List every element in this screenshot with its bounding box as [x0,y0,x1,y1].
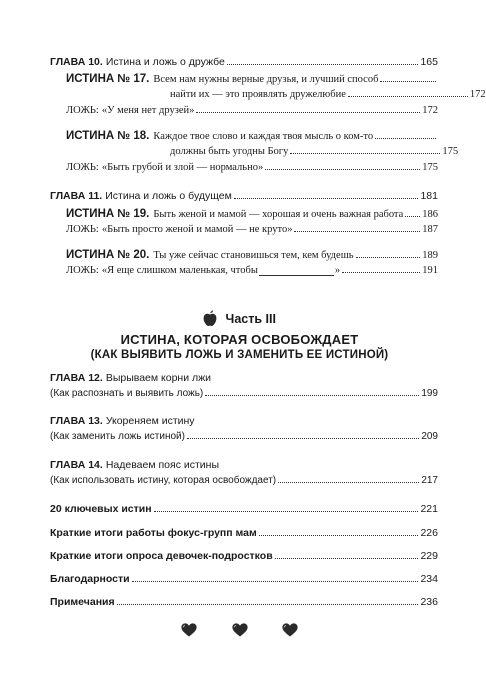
toc-chapter-10[interactable] [50,56,438,68]
toc-truth-17-line2[interactable] [170,89,486,100]
leader-dots [275,557,419,559]
chapter-label: ГЛАВА 13. [50,415,103,427]
chapter-label: ГЛАВА 10. [50,56,103,68]
leader-dots [259,534,419,536]
toc-truth-17-line1[interactable] [66,73,438,85]
entry-title: Краткие итоги опроса девочек-подростков [50,550,273,562]
lie-text: «Быть грубой и злой — нормально» [101,162,264,173]
truth-label: ИСТИНА № 18. [66,130,150,142]
entry-title: Примечания [50,596,115,608]
leader-dots [380,80,436,82]
leader-dots [154,510,419,512]
toc-lie-19[interactable] [66,224,438,235]
apple-icon [203,310,217,332]
truth-text: должны быть угодны Богу [170,146,289,157]
leader-dots [348,95,468,97]
leader-dots [290,152,440,154]
chapter-label: ГЛАВА 14. [50,459,103,471]
page-number: 172 [469,89,486,100]
truth-text: Каждое твое слово и каждая твоя мысль о ком-то [153,131,374,142]
truth-label: ИСТИНА № 17. [66,73,150,85]
leader-dots [265,168,420,170]
toc-lie-20[interactable] [66,265,438,276]
chapter-title: Истина и ложь о дружбе [105,56,225,68]
page-number: 181 [420,190,438,202]
leader-dots [356,256,421,258]
toc-lie-17[interactable] [66,105,438,116]
entry-title: 20 ключевых истин [50,503,152,515]
heart-icon [282,623,298,642]
page-number: 217 [421,475,438,486]
leader-dots [187,437,419,439]
toc-acknowledgements[interactable] [50,573,438,585]
heart-icon [181,623,197,642]
chapter-title: Истина и ложь о будущем [105,190,232,202]
leader-dots [405,215,420,217]
toc-focus-groups[interactable] [50,527,438,539]
toc-chapter-12-sub[interactable] [50,388,438,399]
page-number: 209 [421,431,438,442]
entry-title: Благодарности [50,573,130,585]
lie-text: «У меня нет друзей» [101,105,195,116]
chapter-subtitle: (Как заменить ложь истиной) [50,431,185,442]
toc-chapter-14-sub[interactable] [50,475,438,486]
chapter-title: Надеваем пояс истины [105,459,219,471]
toc-truth-20[interactable] [66,249,438,261]
entry-title: Краткие итоги работы фокус-групп мам [50,527,257,539]
page-number: 236 [420,596,438,608]
page-number: 187 [422,224,438,235]
fill-in-blank [259,266,334,276]
page-number: 221 [420,503,438,515]
page-number: 165 [420,56,438,68]
lie-text: «Я еще слишком маленькая, чтобы [101,265,258,276]
page-number: 199 [421,388,438,399]
leader-dots [234,197,419,199]
toc-key-truths[interactable] [50,503,438,515]
leader-dots [196,111,420,113]
toc-chapter-11[interactable] [50,190,438,202]
page-number: 226 [420,527,438,539]
page-number: 175 [442,146,459,157]
ornament [0,623,479,642]
part-title: ИСТИНА, КОТОРАЯ ОСВОБОЖДАЕТ [120,332,359,347]
lie-label: ЛОЖЬ: [66,162,99,173]
chapter-title: Укореняем истину [105,415,195,427]
chapter-title: Вырываем корни лжи [105,372,212,384]
lie-text: «Быть просто женой и мамой — не круто» [101,224,293,235]
leader-dots [132,580,419,582]
part-subtitle: (КАК ВЫЯВИТЬ ЛОЖЬ И ЗАМЕНИТЬ ЕЕ ИСТИНОЙ) [90,349,389,361]
part-heading [0,310,479,332]
lie-text-end: » [334,265,341,276]
toc-truth-19[interactable] [66,208,438,220]
page-number: 186 [422,209,438,220]
page-number: 234 [420,573,438,585]
toc-chapter-12[interactable] [50,372,438,384]
chapter-subtitle: (Как использовать истину, которая освобождает) [50,475,277,486]
chapter-label: ГЛАВА 11. [50,190,103,202]
leader-dots [117,603,419,605]
toc-chapter-13-sub[interactable] [50,431,438,442]
truth-text: Всем нам нужны верные друзья, и лучший способ [153,74,379,85]
chapter-subtitle: (Как распознать и выявить ложь) [50,388,204,399]
truth-text: Быть женой и мамой — хорошая и очень важная работа [153,209,404,220]
lie-label: ЛОЖЬ: [66,224,99,235]
toc-truth-18-line1[interactable] [66,130,438,142]
page-number: 229 [420,550,438,562]
leader-dots [227,63,419,65]
part-label: Часть III [225,312,276,326]
toc-truth-18-line2[interactable] [170,146,459,157]
truth-text: найти их — это проявлять дружелюбие [170,89,346,100]
toc-survey[interactable] [50,550,438,562]
toc-lie-18[interactable] [66,162,438,173]
leader-dots [342,271,420,273]
chapter-label: ГЛАВА 12. [50,372,103,384]
leader-dots [205,394,419,396]
leader-dots [375,137,436,139]
leader-dots [278,481,419,483]
page-number: 189 [422,250,438,261]
truth-label: ИСТИНА № 20. [66,249,150,261]
toc-notes[interactable] [50,596,438,608]
page-number: 175 [422,162,438,173]
page-number: 172 [422,105,438,116]
leader-dots [294,230,420,232]
toc-chapter-14[interactable] [50,459,438,471]
toc-chapter-13[interactable] [50,415,438,427]
truth-label: ИСТИНА № 19. [66,208,150,220]
heart-icon [232,623,248,642]
lie-label: ЛОЖЬ: [66,105,99,116]
lie-label: ЛОЖЬ: [66,265,99,276]
truth-text: Ты уже сейчас становишься тем, кем будешь [153,250,354,261]
page-number: 191 [422,265,438,276]
